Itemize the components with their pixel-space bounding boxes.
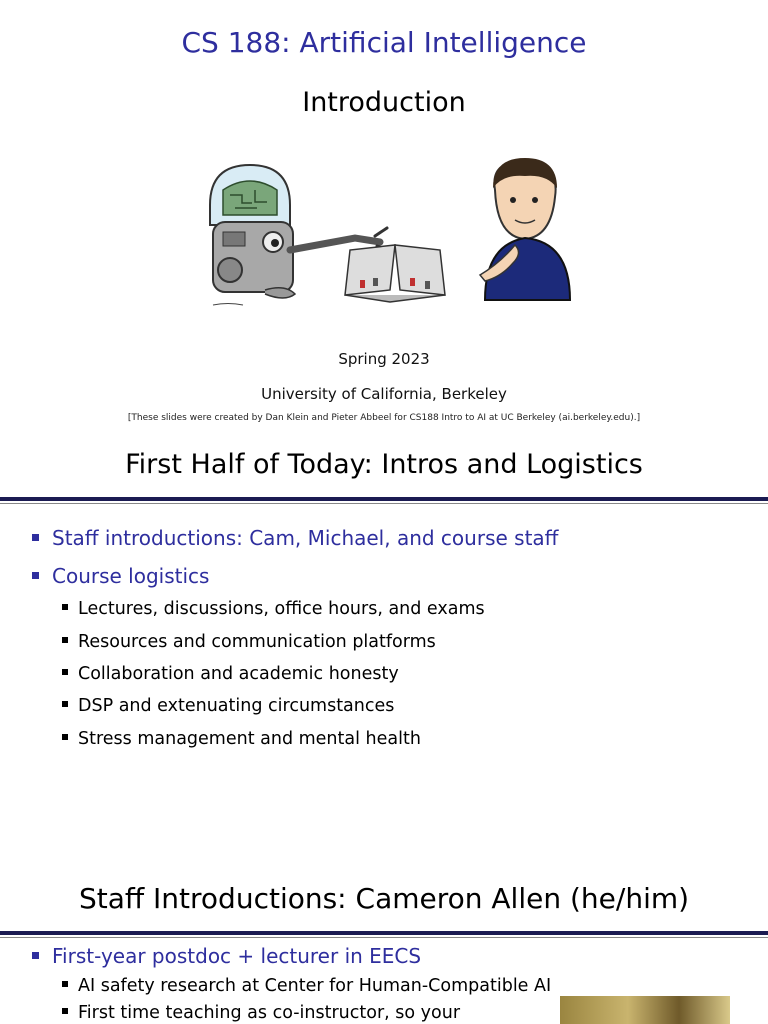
slide3-bullet-1: First-year postdoc + lecturer in EECS bbox=[32, 944, 421, 968]
slide2-title: First Half of Today: Intros and Logistics bbox=[125, 449, 643, 480]
slide1-credit: [These slides were created by Dan Klein and Pieter Abbeel for CS188 Intro to AI at UC Berkeley (ai.berkeley.edu).] bbox=[127, 413, 641, 423]
slide3-subbullet-2: First time teaching as co-instructor, so your bbox=[62, 1003, 460, 1023]
slide1-university: University of California, Berkeley bbox=[261, 385, 507, 403]
slide3-title: Staff Introductions: Cameron Allen (he/him) bbox=[78, 882, 690, 915]
slide1-title: CS 188: Artificial Intelligence bbox=[181, 26, 587, 59]
slide3-title-rule-thin bbox=[0, 937, 768, 938]
robot-and-human-illustration bbox=[195, 150, 575, 320]
slide2-bullet-2: Course logistics bbox=[32, 564, 209, 588]
slide2-subbullet-3: Collaboration and academic honesty bbox=[62, 664, 399, 684]
slide3-title-rule bbox=[0, 931, 768, 935]
slide1-term: Spring 2023 bbox=[338, 350, 430, 368]
slide2-subbullet-5: Stress management and mental health bbox=[62, 729, 421, 749]
instructor-photo bbox=[560, 996, 730, 1024]
slide2-title-rule bbox=[0, 497, 768, 501]
slide3-subbullet-1: AI safety research at Center for Human-Compatible AI bbox=[62, 976, 551, 996]
slide2-subbullet-2: Resources and communication platforms bbox=[62, 632, 436, 652]
slide2-subbullet-4: DSP and extenuating circumstances bbox=[62, 696, 394, 716]
slide2-bullet-1: Staff introductions: Cam, Michael, and course staff bbox=[32, 526, 558, 550]
slide1-subtitle: Introduction bbox=[302, 87, 466, 118]
slide2-title-rule-thin bbox=[0, 503, 768, 504]
slide2-subbullet-1: Lectures, discussions, office hours, and exams bbox=[62, 599, 485, 619]
